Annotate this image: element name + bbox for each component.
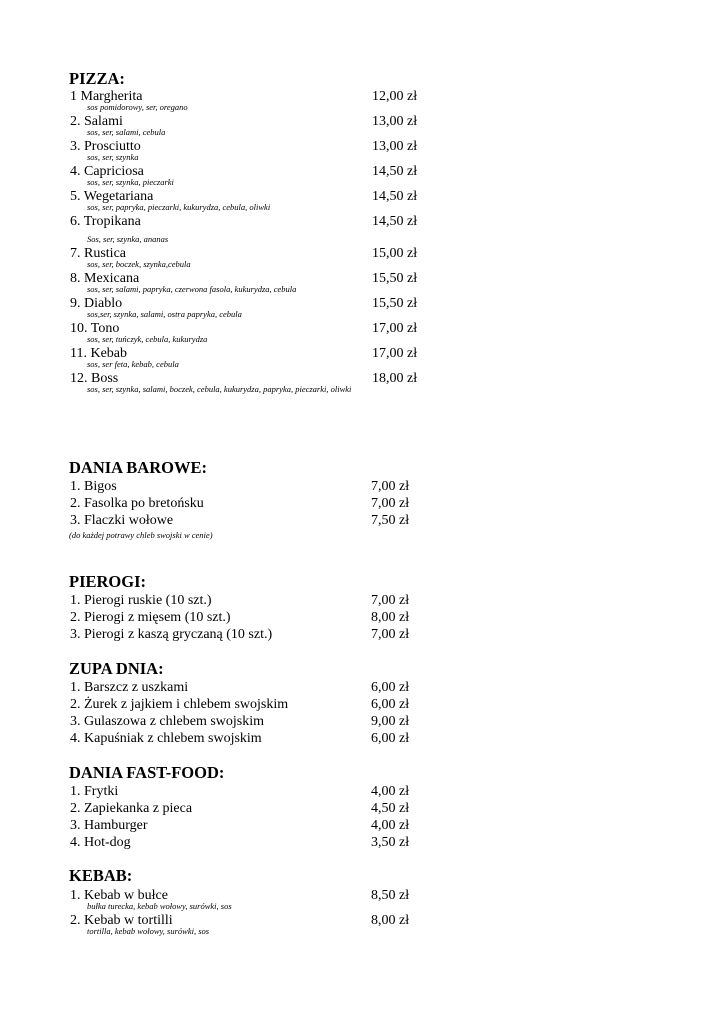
section-title-pierogi: PIEROGI: (69, 572, 147, 591)
item-name: 9. Diablo (70, 296, 123, 311)
item-price: 7,00 zł (371, 496, 410, 511)
item-name: 3. Hamburger (70, 818, 148, 833)
item-price: 18,00 zł (372, 371, 418, 386)
menu-item (69, 626, 429, 643)
item-price: 6,00 zł (371, 697, 410, 712)
section-title-pizza: PIZZA: (69, 69, 125, 88)
item-name: 2. Salami (70, 114, 123, 129)
menu-item (69, 295, 429, 312)
item-price: 15,50 zł (372, 271, 418, 286)
item-name: 6. Tropikana (70, 214, 141, 229)
menu-item (69, 213, 429, 230)
item-price: 15,00 zł (372, 246, 418, 261)
item-name: 3. Prosciutto (70, 139, 141, 154)
section-note: (do każdej potrawy chleb swojski w cenie) (69, 530, 213, 540)
item-price: 4,00 zł (371, 784, 410, 799)
menu-item (69, 592, 429, 609)
menu-item (69, 696, 429, 713)
item-price: 12,00 zł (372, 89, 418, 104)
menu-item (69, 345, 429, 362)
item-description: sos, ser feta, kebab, cebula (87, 359, 179, 369)
section-title-zupa-dnia: ZUPA DNIA: (69, 659, 164, 678)
menu-item (69, 370, 429, 387)
menu-item (69, 679, 429, 696)
section-title-fast-food: DANIA FAST-FOOD: (69, 763, 225, 782)
menu-item (69, 88, 429, 105)
item-name: 4. Hot-dog (70, 835, 131, 850)
item-price: 13,00 zł (372, 139, 418, 154)
item-name: 4. Kapuśniak z chlebem swojskim (70, 731, 262, 746)
item-name: 2. Fasolka po bretońsku (70, 496, 204, 511)
item-description: sos, ser, szynka, salami, boczek, cebula, kukurydza, papryka, pieczarki, oliwki (87, 384, 352, 394)
section-title-dania-barowe: DANIA BAROWE: (69, 458, 207, 477)
item-name: 2. Kebab w tortilli (70, 913, 173, 928)
menu-item (69, 912, 429, 929)
item-name: 1. Barszcz z uszkami (70, 680, 189, 695)
item-price: 17,00 zł (372, 346, 418, 361)
item-price: 13,00 zł (372, 114, 418, 129)
item-description: sos, ser, salami, papryka, czerwona fasola, kukurydza, cebula (87, 284, 297, 294)
item-description: tortilla, kebab wołowy, surówki, sos (87, 926, 210, 936)
item-name: 5. Wegetariana (70, 189, 154, 204)
menu-item (69, 800, 429, 817)
item-name: 1. Pierogi ruskie (10 szt.) (70, 593, 212, 608)
item-name: 3. Flaczki wołowe (70, 513, 174, 528)
menu-item (69, 270, 429, 287)
menu-item (69, 609, 429, 626)
menu-item (69, 113, 429, 130)
dania-barowe-section (69, 459, 429, 540)
menu-item (69, 730, 429, 747)
menu-item (69, 245, 429, 262)
item-name: 1. Bigos (70, 479, 117, 494)
kebab-section (69, 867, 429, 937)
item-price: 8,00 zł (371, 913, 410, 928)
item-description: sos, ser, szynka, pieczarki (87, 177, 174, 187)
item-price: 9,00 zł (371, 714, 410, 729)
item-name: 1. Frytki (70, 784, 119, 799)
item-name: 11. Kebab (70, 346, 128, 361)
menu-item (69, 320, 429, 337)
fast-food-section (69, 764, 429, 851)
item-price: 6,00 zł (371, 731, 410, 746)
menu-item (69, 713, 429, 730)
item-name: 2. Żurek z jajkiem i chlebem swojskim (70, 697, 289, 712)
item-name: 10. Tono (70, 321, 120, 336)
item-description: sos,ser, szynka, salami, ostra papryka, cebula (87, 309, 242, 319)
item-price: 8,00 zł (371, 610, 410, 625)
item-name: 12. Boss (70, 371, 119, 386)
menu-item (69, 783, 429, 800)
item-description: sos, ser, boczek, szynka,cebula (87, 259, 191, 269)
item-name: 3. Gulaszowa z chlebem swojskim (70, 714, 265, 729)
menu-item (69, 188, 429, 205)
item-name: 2. Pierogi z mięsem (10 szt.) (70, 610, 231, 625)
item-price: 3,50 zł (371, 835, 410, 850)
item-name: 7. Rustica (70, 246, 126, 261)
item-description: sos, ser, salami, cebula (87, 127, 166, 137)
item-price: 8,50 zł (371, 888, 410, 903)
item-description: sos, ser, tuńczyk, cebula, kukurydza (87, 334, 208, 344)
item-name: 8. Mexicana (70, 271, 140, 286)
item-description: Sos, ser, szynka, ananas (87, 234, 169, 244)
item-description: sos, ser, papryka, pieczarki, kukurydza, cebula, oliwki (87, 202, 271, 212)
item-description: sos, ser, szynka (87, 152, 139, 162)
pierogi-section (69, 573, 429, 643)
menu-item (69, 512, 429, 529)
item-description: bułka turecka, kebab wołowy, surówki, sos (87, 901, 232, 911)
item-price: 7,00 zł (371, 593, 410, 608)
item-price: 4,50 zł (371, 801, 410, 816)
item-price: 7,00 zł (371, 627, 410, 642)
zupa-dnia-section (69, 660, 429, 747)
item-name: 1 Margherita (70, 89, 143, 104)
item-name: 3. Pierogi z kaszą gryczaną (10 szt.) (70, 627, 273, 642)
menu-item (69, 817, 429, 834)
menu-item (69, 138, 429, 155)
item-price: 14,50 zł (372, 164, 418, 179)
item-price: 7,50 zł (371, 513, 410, 528)
item-name: 1. Kebab w bułce (70, 888, 168, 903)
item-name: 2. Zapiekanka z pieca (70, 801, 193, 816)
item-price: 14,50 zł (372, 189, 418, 204)
item-price: 15,50 zł (372, 296, 418, 311)
pizza-section (69, 70, 429, 395)
item-price: 17,00 zł (372, 321, 418, 336)
menu-item (69, 495, 429, 512)
menu-item (69, 887, 429, 904)
item-name: 4. Capriciosa (70, 164, 144, 179)
item-price: 7,00 zł (371, 479, 410, 494)
item-price: 6,00 zł (371, 680, 410, 695)
menu-item (69, 834, 429, 851)
item-price: 4,00 zł (371, 818, 410, 833)
item-description: sos pomidorowy, ser, oregano (87, 102, 188, 112)
section-title-kebab: KEBAB: (69, 866, 133, 885)
menu-item (69, 163, 429, 180)
item-price: 14,50 zł (372, 214, 418, 229)
menu-item (69, 478, 429, 495)
